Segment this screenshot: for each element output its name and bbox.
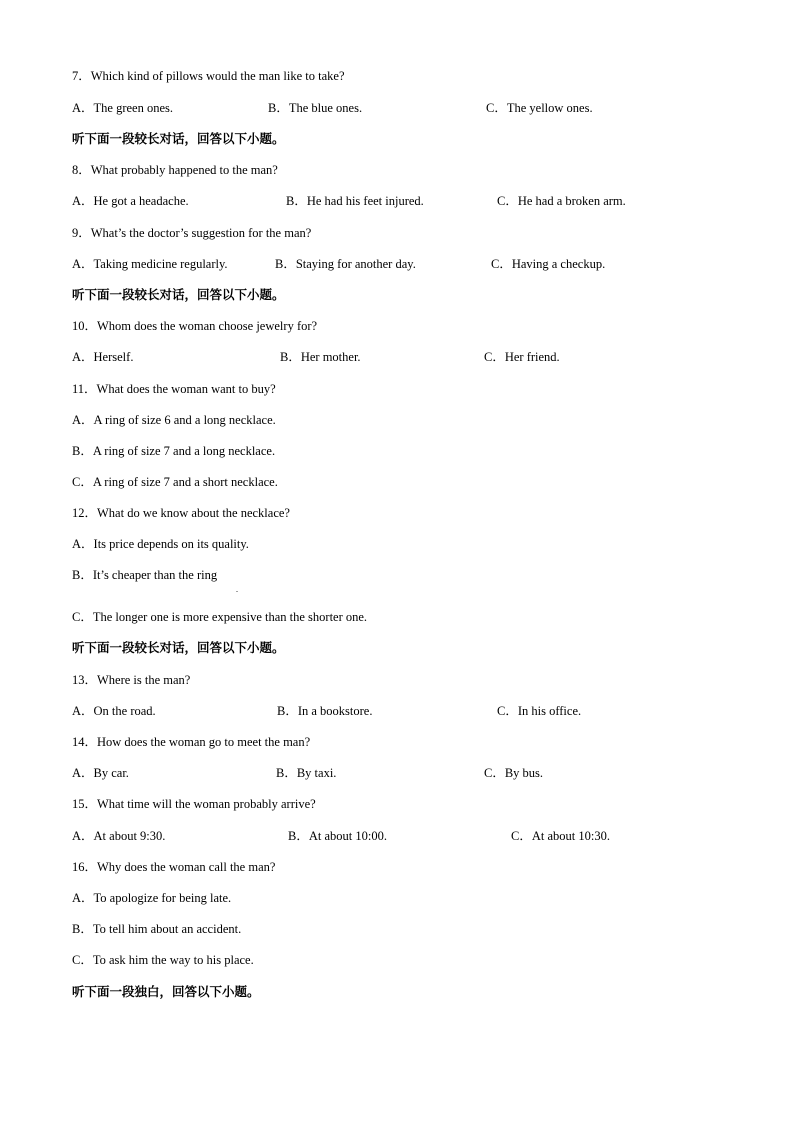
q14-option-c: C．By bus. (484, 766, 544, 780)
question-16: 16．Why does the woman call the man? (72, 860, 276, 874)
section-heading-dialogue: 听下面一段较长对话，回答以下小题。 (72, 287, 285, 302)
q8-option-a: A．He got a headache. (72, 194, 189, 208)
question-15: 15．What time will the woman probably arrive? (72, 797, 316, 811)
q15-option-b: B．At about 10:00. (288, 829, 387, 843)
q8-option-c: C．He had a broken arm. (497, 194, 626, 208)
q10-option-b: B．Her mother. (280, 350, 361, 364)
q16-option-a: A．To apologize for being late. (72, 891, 232, 905)
question-9: 9．What’s the doctor’s suggestion for the man? (72, 226, 312, 240)
question-11: 11．What does the woman want to buy? (72, 382, 276, 396)
q9-option-b: B．Staying for another day. (275, 257, 416, 271)
q14-option-a: A．By car. (72, 766, 129, 780)
q8-option-b: B．He had his feet injured. (286, 194, 424, 208)
q13-option-b: B．In a bookstore. (277, 704, 373, 718)
question-12: 12．What do we know about the necklace? (72, 506, 290, 520)
question-7: 7．Which kind of pillows would the man like to take? (72, 69, 345, 83)
q12-option-c: C．The longer one is more expensive than the shorter one. (72, 610, 368, 624)
question-13: 13．Where is the man? (72, 673, 191, 687)
q11-option-c: C．A ring of size 7 and a short necklace. (72, 475, 278, 489)
q7-option-c: C．The yellow ones. (486, 101, 593, 115)
q12-option-b: B．It’s cheaper than the ring (72, 568, 218, 582)
question-8: 8．What probably happened to the man? (72, 163, 278, 177)
section-heading-dialogue: 听下面一段较长对话，回答以下小题。 (72, 131, 285, 146)
q13-option-c: C．In his office. (497, 704, 582, 718)
q10-option-a: A．Herself. (72, 350, 134, 364)
q7-option-b: B．The blue ones. (268, 101, 363, 115)
q9-option-c: C．Having a checkup. (491, 257, 606, 271)
section-heading-dialogue: 听下面一段较长对话，回答以下小题。 (72, 640, 285, 655)
q16-option-b: B．To tell him about an accident. (72, 922, 242, 936)
q16-option-c: C．To ask him the way to his place. (72, 953, 254, 967)
q15-option-a: A．At about 9:30. (72, 829, 166, 843)
q11-option-a: A．A ring of size 6 and a long necklace. (72, 413, 276, 427)
section-heading-monologue: 听下面一段独白，回答以下小题。 (72, 984, 260, 999)
q11-option-b: B．A ring of size 7 and a long necklace. (72, 444, 276, 458)
stray-mark: . (236, 585, 238, 594)
q14-option-b: B．By taxi. (276, 766, 337, 780)
q7-option-a: A．The green ones. (72, 101, 174, 115)
q13-option-a: A．On the road. (72, 704, 156, 718)
question-10: 10．Whom does the woman choose jewelry for? (72, 319, 318, 333)
q9-option-a: A．Taking medicine regularly. (72, 257, 228, 271)
q12-option-a: A．Its price depends on its quality. (72, 537, 249, 551)
question-14: 14．How does the woman go to meet the man? (72, 735, 311, 749)
q10-option-c: C．Her friend. (484, 350, 560, 364)
q15-option-c: C．At about 10:30. (511, 829, 610, 843)
